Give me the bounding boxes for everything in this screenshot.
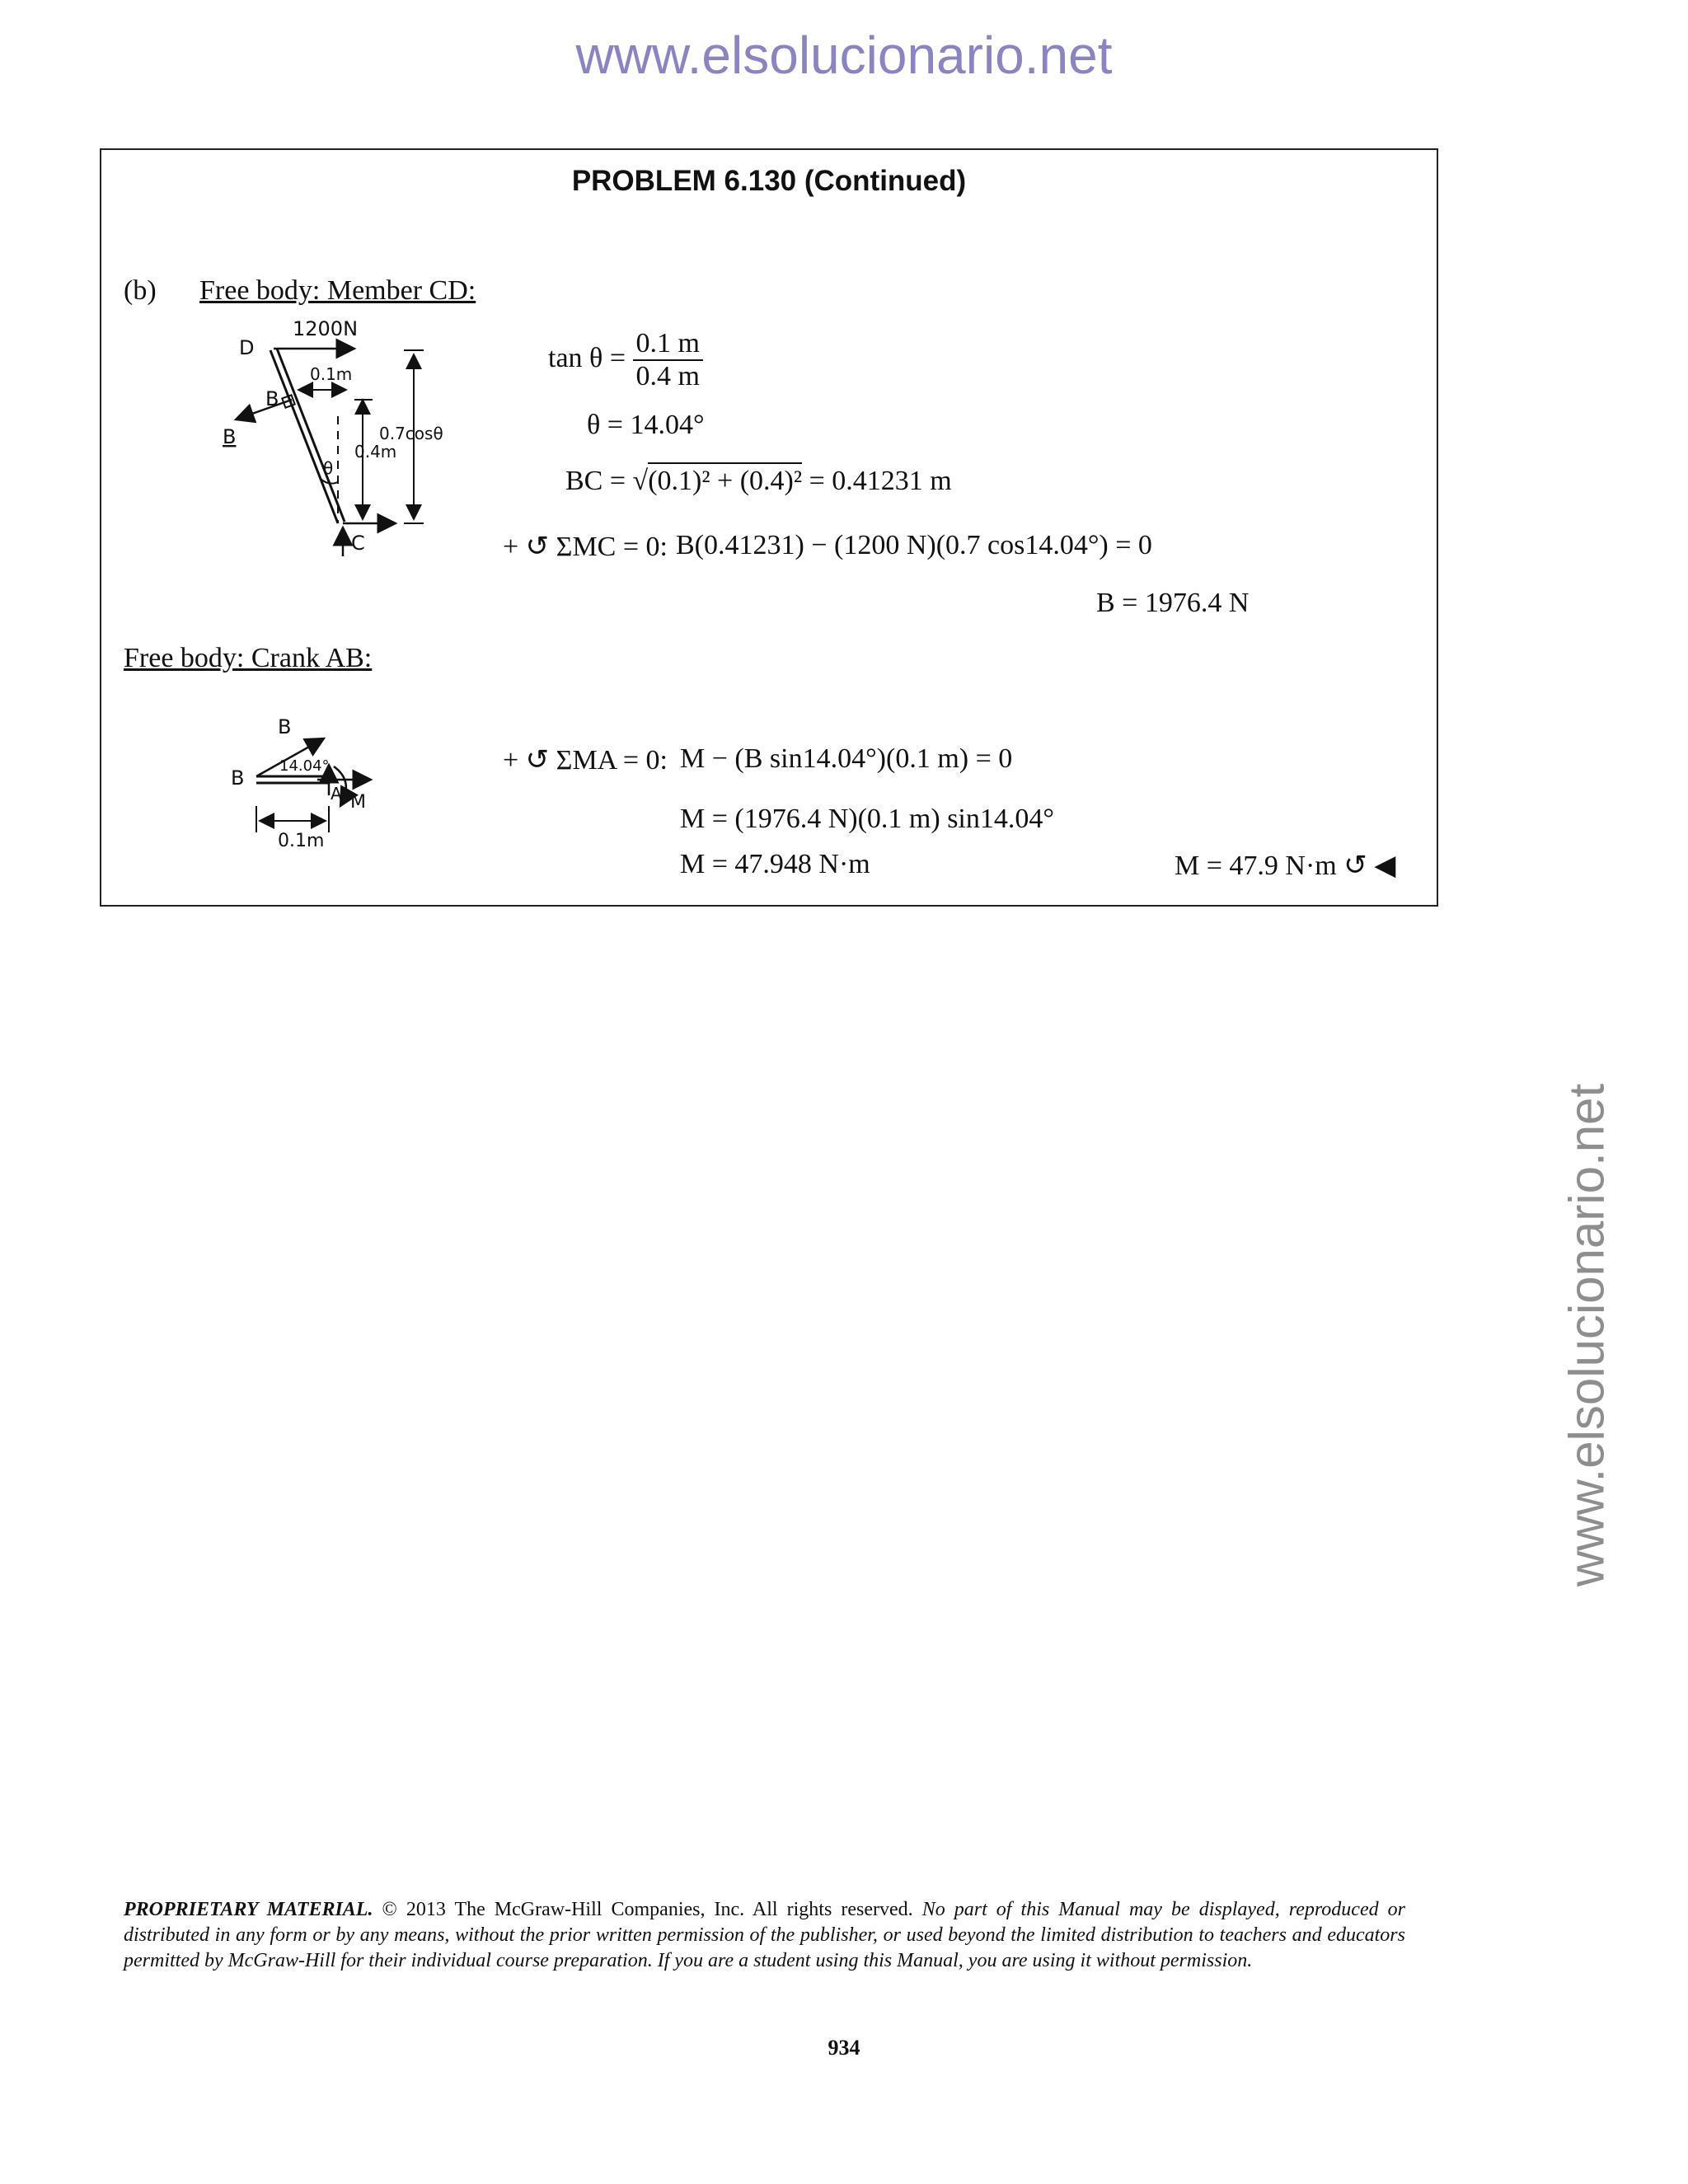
copyright-notice xyxy=(124,1897,1405,1974)
crank-point-b: B xyxy=(231,766,245,790)
watermark-top: www.elsolucionario.net xyxy=(575,26,1113,85)
crank-point-a: A xyxy=(331,784,342,804)
copyright-italic: No part of this Manual may be displayed, reproduced or distributed in any form or by any means, without the prior written permission of the publisher, or used beyond the limited distribution to teachers and educators permitted by McGraw-Hill for their individual course preparation. If you are a student using this Manual, you are using it without permission. xyxy=(124,1899,1405,1971)
final-answer: M = 47.9 N·m ↺ ◀ xyxy=(1175,851,1396,881)
crank-dim: 0.1m xyxy=(278,831,325,851)
eq-tan-numerator: 0.1 m xyxy=(633,328,703,361)
fig-dim-01: 0.1m xyxy=(310,364,353,384)
eq-bc-lhs: BC = xyxy=(565,466,626,496)
eq-theta-value: θ = 14.04° xyxy=(587,410,705,440)
fig-force-b: B xyxy=(223,425,237,448)
fig-point-c: C xyxy=(351,532,365,555)
member-cd-figure xyxy=(223,317,462,565)
eq-bc-radicand: (0.1)² + (0.4)² xyxy=(648,462,802,496)
crank-ab-figure xyxy=(227,717,392,853)
eq-bc-rhs: = 0.41231 m xyxy=(809,466,952,496)
eq-moment-a-rhs: M − (B sin14.04°)(0.1 m) = 0 xyxy=(680,743,1013,774)
fig-point-b: B xyxy=(265,387,279,410)
member-cd-heading: Free body: Member CD: xyxy=(199,275,476,306)
fig-force-label: 1200N xyxy=(293,317,359,340)
copyright-regular: © 2013 The McGraw-Hill Companies, Inc. All rights reserved. xyxy=(382,1899,913,1920)
eq-m-substitution: M = (1976.4 N)(0.1 m) sin14.04° xyxy=(680,804,1054,834)
eq-moment-a-lhs: + ↺ ΣMA = 0: xyxy=(503,745,668,776)
crank-ab-heading: Free body: Crank AB: xyxy=(124,643,373,673)
fig-theta: θ xyxy=(323,458,334,478)
copyright-bold: PROPRIETARY MATERIAL. xyxy=(124,1899,373,1920)
watermark-side-text: www.elsolucionario.net xyxy=(1559,1083,1615,1587)
crank-moment-m: M xyxy=(350,792,366,813)
eq-tan-theta xyxy=(548,328,703,392)
eq-bc-sqrt-sign: √ xyxy=(632,466,649,496)
fig-dim-07: 0.7cosθ xyxy=(379,424,443,443)
eq-tan-lhs: tan θ = xyxy=(548,342,626,373)
eq-m-value: M = 47.948 N·m xyxy=(680,849,870,879)
crank-force-b: B xyxy=(278,717,292,738)
problem-title: PROBLEM 6.130 (Continued) xyxy=(571,165,967,197)
eq-moment-c-lhs: + ↺ ΣMC = 0: xyxy=(503,532,668,562)
eq-tan-denominator: 0.4 m xyxy=(635,361,700,391)
eq-moment-c-rhs: B(0.41231) − (1200 N)(0.7 cos14.04°) = 0 xyxy=(676,530,1152,560)
page-number: 934 xyxy=(828,2036,860,2060)
eq-bc-length xyxy=(565,466,952,497)
part-label: (b) xyxy=(124,275,157,306)
crank-angle: 14.04° xyxy=(279,757,330,775)
fig-dim-04: 0.4m xyxy=(354,442,397,462)
eq-tan-fraction xyxy=(633,328,703,392)
fig-point-d: D xyxy=(239,336,255,359)
eq-b-result: B = 1976.4 N xyxy=(1096,588,1250,618)
